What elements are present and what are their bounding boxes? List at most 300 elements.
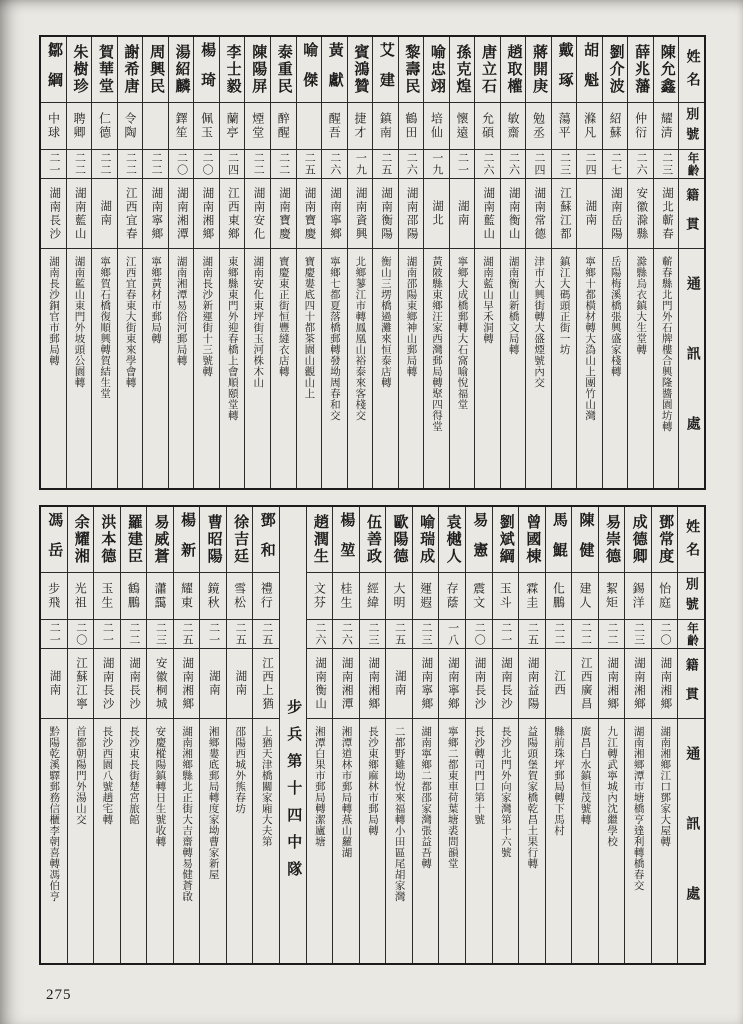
person-age-cell [253, 620, 279, 649]
person-column [518, 507, 545, 963]
person-address-cell [194, 249, 219, 488]
person-alias: 鎮南 [378, 112, 393, 140]
person-name-cell [493, 507, 519, 573]
person-native: 湖南寧鄉 [420, 656, 433, 711]
person-native: 江西宜春 [124, 186, 137, 241]
person-name-cell [41, 507, 67, 573]
person-age-cell [526, 150, 551, 179]
person-name: 曹昭陽 [205, 514, 222, 565]
person-age: 二五 [393, 622, 406, 646]
person-name-cell [169, 37, 194, 103]
person-column [199, 507, 226, 963]
person-alias: 蕩平 [557, 112, 572, 140]
person-address-cell [245, 249, 270, 488]
person-column [492, 507, 519, 963]
person-alias-cell [552, 103, 577, 150]
person-name: 周興民 [148, 44, 165, 95]
person-alias-cell [466, 573, 492, 620]
person-address-cell [147, 719, 173, 963]
header-name-cell [678, 507, 704, 573]
person-alias: 紹蘇 [608, 112, 623, 140]
person-name-cell [572, 507, 598, 573]
person-address: 湖南湘鄉江口鄧家大屋轉 [659, 726, 671, 847]
person-age: 二六 [405, 152, 418, 176]
person-alias: 捷才 [352, 112, 367, 140]
person-age-cell [94, 620, 120, 649]
person-age-cell [322, 150, 347, 179]
person-address-cell [348, 249, 373, 488]
person-alias-cell [200, 573, 226, 620]
person-alias: 令陶 [123, 112, 138, 140]
person-age: 一八 [446, 622, 459, 646]
person-address-cell [603, 249, 628, 488]
person-native: 湖南湘潭 [340, 656, 353, 711]
person-age: 二五 [260, 622, 273, 646]
person-native: 湖北蘄春 [660, 186, 673, 241]
person-address: 黃陂縣東鄉汪家西灣郵局轉聚四得堂 [430, 256, 442, 432]
person-native: 湖南資興 [354, 186, 367, 241]
person-native: 湖南 [393, 670, 406, 697]
person-native-cell [227, 649, 253, 719]
person-native-cell [526, 179, 551, 249]
header-alias-label: 別號 [684, 107, 700, 147]
person-alias-cell [399, 103, 424, 150]
person-column [41, 37, 66, 488]
person-column [412, 507, 439, 963]
person-name-cell [373, 37, 398, 103]
person-age-cell [577, 150, 602, 179]
person-native: 湖南 [456, 200, 469, 227]
person-alias: 存蔭 [445, 582, 460, 610]
person-alias-cell [373, 103, 398, 150]
person-native: 江蘇江都 [558, 186, 571, 241]
person-column [651, 507, 678, 963]
header-age-label: 年齡 [685, 621, 698, 647]
person-native: 湖南邵陽 [405, 186, 418, 241]
person-alias-cell [526, 103, 551, 150]
person-native-cell [413, 649, 439, 719]
header-address-cell [678, 719, 704, 963]
person-age-cell [603, 150, 628, 179]
person-age-cell [399, 150, 424, 179]
person-column [117, 37, 143, 488]
person-native-cell [399, 179, 424, 249]
person-alias: 絜矩 [604, 582, 619, 610]
person-native: 湖北 [431, 200, 444, 227]
person-age: 二一 [47, 152, 60, 176]
person-alias-cell [41, 573, 67, 620]
person-age: 二五 [303, 152, 316, 176]
person-native: 湖南 [584, 200, 597, 227]
person-alias-cell [654, 103, 679, 150]
person-native: 湖南 [48, 670, 61, 697]
person-native-cell [603, 179, 628, 249]
person-native-cell [386, 649, 412, 719]
person-address: 滁縣烏衣鎮大生堂轉 [635, 256, 647, 355]
person-name: 洪本德 [99, 514, 116, 565]
person-alias-cell [628, 103, 653, 150]
person-address-cell [322, 249, 347, 488]
person-column [474, 37, 500, 488]
header-age-label: 年齡 [686, 151, 699, 177]
person-age-cell [628, 150, 653, 179]
person-age-cell [475, 150, 500, 179]
person-native-cell [169, 179, 194, 249]
person-address: 寧鄉賀石橋復順興轉賀結生堂 [99, 256, 111, 399]
person-native-cell [67, 179, 92, 249]
person-address-cell [174, 719, 200, 963]
person-column [93, 507, 120, 963]
person-age-cell [654, 150, 679, 179]
person-age-cell [147, 620, 173, 649]
person-alias: 中球 [46, 112, 61, 140]
person-native: 湖南岳陽 [609, 186, 622, 241]
person-name: 鄧和 [258, 512, 275, 572]
person-native-cell [271, 179, 296, 249]
person-name: 喻瑞成 [418, 514, 435, 565]
section-label: 步兵第十四中隊 [285, 699, 302, 888]
person-native-cell [245, 179, 270, 249]
person-address: 寧鄉大成橋郵轉大石窩喻悅福堂 [456, 256, 468, 410]
person-alias-cell [625, 573, 651, 620]
person-age: 二三 [632, 622, 645, 646]
person-column [438, 507, 465, 963]
header-alias-cell [679, 103, 704, 150]
person-address-cell [501, 249, 526, 488]
person-native: 湖南長沙 [473, 656, 486, 711]
person-name: 黎壽民 [403, 44, 420, 95]
person-age: 二二 [124, 152, 137, 176]
person-name-cell [466, 507, 492, 573]
person-age-cell [466, 620, 492, 649]
person-address-cell [92, 249, 117, 488]
person-name-cell [652, 507, 678, 573]
person-native-cell [94, 649, 120, 719]
person-alias: 佩玉 [199, 112, 214, 140]
person-address-cell [450, 249, 475, 488]
person-column [120, 507, 147, 963]
person-column [91, 37, 117, 488]
person-address-cell [386, 719, 412, 963]
header-age-cell [678, 620, 704, 649]
header-native-cell [679, 179, 704, 249]
person-alias-cell [439, 573, 465, 620]
header-native-label: 籍貫 [683, 657, 699, 716]
person-name-cell [475, 37, 500, 103]
person-age-cell [220, 150, 245, 179]
person-address: 黔陽乾溪驛郵務信櫃李朝喜轉馮伯亨 [48, 726, 60, 902]
person-alias-cell [450, 103, 475, 150]
person-name-cell [118, 37, 143, 103]
person-age: 二五 [526, 622, 539, 646]
person-name: 伍善政 [364, 514, 381, 565]
person-name-cell [68, 507, 94, 573]
person-age-cell [67, 150, 92, 179]
person-alias: 仁德 [97, 112, 112, 140]
person-address: 湘鄉婁底郵局轉度家坳曹家新屋 [207, 726, 219, 880]
person-name-cell [603, 37, 628, 103]
person-name-cell [628, 37, 653, 103]
person-column [465, 507, 492, 963]
person-name-cell [143, 37, 168, 103]
person-name-cell [194, 37, 219, 103]
person-alias: 錫洋 [631, 582, 646, 610]
person-address: 廣昌白水鎮恒茂號轉 [579, 726, 591, 825]
person-column [359, 507, 386, 963]
person-alias: 經緯 [365, 582, 380, 610]
person-native: 湖南寧鄉 [329, 186, 342, 241]
person-alias-cell [174, 573, 200, 620]
person-age-cell [546, 620, 572, 649]
person-native: 湖南安化 [252, 186, 265, 241]
person-native: 江西上猶 [260, 656, 273, 711]
person-name-cell [67, 37, 92, 103]
person-name-cell [413, 507, 439, 573]
person-column [598, 507, 625, 963]
person-name: 薛兆藩 [633, 44, 650, 95]
person-age-cell [169, 150, 194, 179]
person-native-cell [147, 649, 173, 719]
person-name: 易憲 [471, 512, 488, 572]
person-age: 二〇 [473, 622, 486, 646]
person-native: 江西 [553, 670, 566, 697]
person-address: 上猶天津橋關家廂大夫第 [260, 726, 272, 847]
person-native: 湖南 [99, 200, 112, 227]
person-name-cell [360, 507, 386, 573]
person-name: 陳健 [577, 512, 594, 572]
person-name-cell [297, 37, 322, 103]
person-age: 二五 [379, 152, 392, 176]
person-address-cell [169, 249, 194, 488]
person-name: 余耀湘 [72, 514, 89, 565]
person-native-cell [143, 179, 168, 249]
person-address-cell [572, 719, 598, 963]
person-alias-cell [333, 573, 359, 620]
person-alias-cell [519, 573, 545, 620]
person-address: 湘潭道林市郵局轉燕山蘿湖 [340, 726, 352, 858]
person-name: 鄒綱 [45, 42, 62, 102]
person-name-cell [654, 37, 679, 103]
person-age: 二六 [313, 622, 326, 646]
person-native-cell [41, 179, 66, 249]
person-name: 陳陽屏 [250, 44, 267, 95]
person-column [244, 37, 270, 488]
person-column [219, 37, 245, 488]
person-native: 安徽滁縣 [635, 186, 648, 241]
person-age-cell [227, 620, 253, 649]
person-native-cell [501, 179, 526, 249]
person-native: 湖南寶慶 [277, 186, 290, 241]
person-age-cell [118, 150, 143, 179]
person-name-cell [271, 37, 296, 103]
person-age: 二四 [533, 152, 546, 176]
person-name-cell [245, 37, 270, 103]
person-native: 湖南湘鄉 [181, 656, 194, 711]
person-native: 湖南常德 [533, 186, 546, 241]
person-alias: 光祖 [73, 582, 88, 610]
person-age: 二二 [99, 152, 112, 176]
person-alias: 鏡秋 [206, 582, 221, 610]
person-age-cell [307, 620, 333, 649]
person-alias-cell [501, 103, 526, 150]
person-native: 湖南湘鄉 [659, 656, 672, 711]
person-name: 朱樹珍 [71, 44, 88, 95]
person-address: 九江轉武寧城內沈繼學校 [606, 726, 618, 847]
person-alias-cell [245, 103, 270, 150]
person-age: 二一 [101, 622, 114, 646]
person-age: 二〇 [74, 622, 87, 646]
person-address-cell [526, 249, 551, 488]
header-age-cell [679, 150, 704, 179]
person-age: 二二 [150, 152, 163, 176]
person-age-cell [174, 620, 200, 649]
person-address: 寶慶東正街恒豐縫衣店轉 [277, 256, 289, 377]
person-age-cell [271, 150, 296, 179]
person-native: 湖南湘鄉 [606, 656, 619, 711]
person-native-cell [360, 649, 386, 719]
person-native-cell [174, 649, 200, 719]
person-native: 湖南寧鄉 [150, 186, 163, 241]
person-address: 湖南安化東坪街玉河株木山 [252, 256, 264, 388]
person-address-cell [360, 719, 386, 963]
person-name: 唐立石 [479, 44, 496, 95]
person-alias: 震文 [471, 582, 486, 610]
person-native-cell [322, 179, 347, 249]
person-native-cell [599, 649, 625, 719]
person-address-cell [493, 719, 519, 963]
person-alias: 怡庭 [657, 582, 672, 610]
person-address: 長沙東鄉麻林市郵局轉 [367, 726, 379, 836]
person-address-cell [628, 249, 653, 488]
person-alias: 玉生 [99, 582, 114, 610]
person-address-cell [220, 249, 245, 488]
person-address: 湖南寧鄉二都邵家灣張益吾轉 [420, 726, 432, 869]
person-age: 二二 [252, 152, 265, 176]
person-native: 江蘇江寧 [75, 656, 88, 711]
person-alias-cell [348, 103, 373, 150]
person-address: 寧鄉十都橫材轉大溈山上團竹山灣 [584, 256, 596, 421]
person-address: 衡山三塄橋過灘來恒泰店轉 [379, 256, 391, 388]
person-alias: 步飛 [46, 582, 61, 610]
person-alias: 懷遠 [454, 112, 469, 140]
person-address-cell [271, 249, 296, 488]
person-name: 賓鴻贊 [352, 44, 369, 95]
person-native: 湖南衡山 [507, 186, 520, 241]
person-alias: 耀清 [659, 112, 674, 140]
person-address-cell [652, 719, 678, 963]
person-native-cell [424, 179, 449, 249]
person-column [398, 37, 424, 488]
person-age: 二三 [154, 622, 167, 646]
person-native-cell [92, 179, 117, 249]
person-alias: 禮行 [259, 582, 274, 610]
person-age-cell [450, 150, 475, 179]
person-age: 二六 [507, 152, 520, 176]
person-native-cell [625, 649, 651, 719]
person-address: 二都野雞坳悅來福轉小田區尾胡家灣 [393, 726, 405, 902]
person-alias-cell [652, 573, 678, 620]
person-address: 湖南湘鄉潭市塘橋亨達利轉橋春交 [632, 726, 644, 891]
person-address: 湖南長沙新運街十三號轉 [201, 256, 213, 377]
person-address-cell [413, 719, 439, 963]
person-address: 北鄉蓼江市轉鳳凰山裕泰來客棧交 [354, 256, 366, 421]
person-native-cell [493, 649, 519, 719]
person-address: 寧鄉七都夏落橋郵轉發坳周春和交 [328, 256, 340, 421]
person-name-cell [546, 507, 572, 573]
person-address-cell [439, 719, 465, 963]
person-name: 羅建臣 [125, 514, 142, 565]
person-native-cell [475, 179, 500, 249]
person-age-cell [501, 150, 526, 179]
person-alias-cell [220, 103, 245, 150]
person-name: 袁樾人 [444, 514, 461, 565]
person-column [226, 507, 253, 963]
person-name: 謝希唐 [122, 44, 139, 95]
person-age-cell [625, 620, 651, 649]
person-name-cell [322, 37, 347, 103]
header-name-cell [679, 37, 704, 103]
person-address: 首都朝陽門外湯山交 [74, 726, 86, 825]
person-native-cell [348, 179, 373, 249]
person-age-cell [552, 150, 577, 179]
person-address-cell [546, 719, 572, 963]
person-address-cell [67, 249, 92, 488]
person-native-cell [552, 179, 577, 249]
header-address-label: 通訊處 [684, 746, 700, 956]
person-native-cell [577, 179, 602, 249]
person-name: 馬鯤 [550, 512, 567, 572]
person-native-cell [118, 179, 143, 249]
person-alias-cell [68, 573, 94, 620]
person-address-cell [227, 719, 253, 963]
person-column [270, 37, 296, 488]
person-age: 二二 [127, 622, 140, 646]
person-age: 二一 [456, 152, 469, 176]
person-alias-cell [147, 573, 173, 620]
person-alias: 雪松 [232, 582, 247, 610]
header-column-top [678, 37, 704, 488]
person-native-cell [194, 179, 219, 249]
person-address-cell [424, 249, 449, 488]
person-alias-cell [271, 103, 296, 150]
person-column [296, 37, 322, 488]
person-address-cell [94, 719, 120, 963]
person-age: 二二 [579, 622, 592, 646]
person-address-cell [466, 719, 492, 963]
header-column-bottom [677, 507, 704, 963]
person-address-cell [200, 719, 226, 963]
person-age-cell [493, 620, 519, 649]
person-native: 湖南衡陽 [380, 186, 393, 241]
person-column [252, 507, 279, 963]
person-address-cell [373, 249, 398, 488]
person-native-cell [121, 649, 147, 719]
person-column [525, 37, 551, 488]
person-native: 江西東鄉 [226, 186, 239, 241]
person-alias: 聘卿 [71, 112, 86, 140]
person-name-cell [526, 37, 551, 103]
person-name: 蔣開庚 [531, 44, 548, 95]
header-name-label: 姓名 [684, 48, 700, 95]
person-address-cell [399, 249, 424, 488]
person-name: 泰重民 [275, 44, 292, 95]
person-age: 二〇 [175, 152, 188, 176]
person-name: 楊琦 [199, 42, 216, 102]
person-alias-cell [475, 103, 500, 150]
person-native: 湖南長沙 [128, 656, 141, 711]
person-column [372, 37, 398, 488]
person-alias: 允碩 [480, 112, 495, 140]
